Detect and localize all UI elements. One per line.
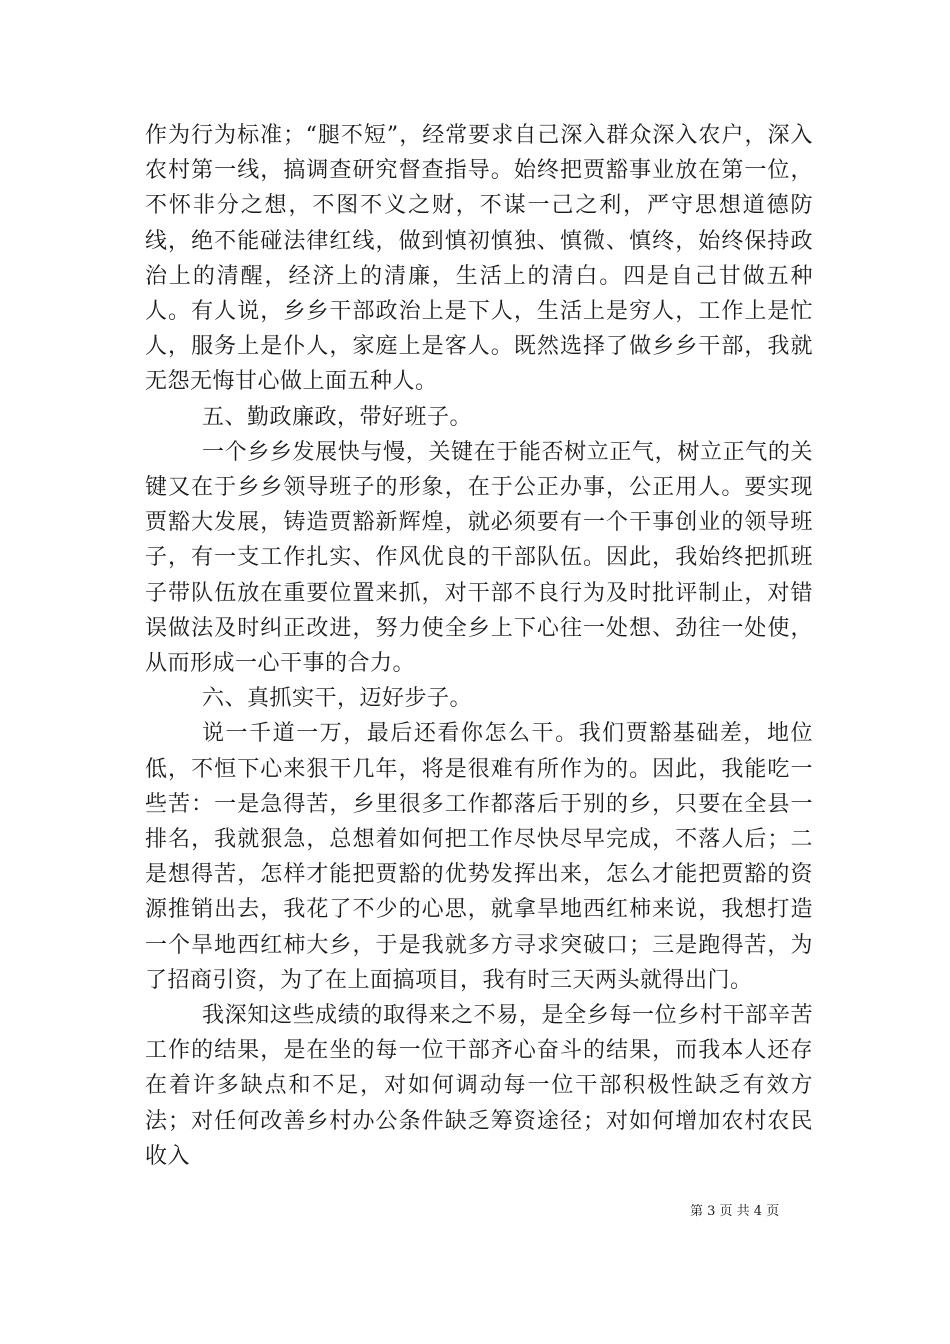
page-number: 第 3 页 共 4 页 xyxy=(690,1204,780,1219)
body-text xyxy=(145,118,813,1174)
section-heading-six: 六、真抓实干，迈好步子。 xyxy=(202,686,473,712)
paragraph-continuation: 作为行为标准；“腿不短”，经常要求自己深入群众深入农户，深入农村第一线，搞调查研究督查指导。始终把贾豁事业放在第一位，不怀非分之想，不图不义之财，不谋一己之利，严守思想道德防线，绝不能碰法律红线，做到慎初慎独、慎微、慎终，始终保持政治上的清醒，经济上的清廉，生活上的清白。四是自己甘做五种人。有人说，乡乡干部政治上是下人，生活上是穷人，工作上是忙人，服务上是仆人，家庭上是客人。既然选择了做乡乡干部，我就无怨无悔甘心做上面五种人。 xyxy=(145,123,813,395)
paragraph-hard-work: 说一千道一万，最后还看你怎么干。我们贾豁基础差，地位低，不恒下心来狠干几年，将是很难有所作为的。因此，我能吃一些苦：一是急得苦，乡里很多工作都落后于别的乡，只要在全县一排名，我就狠急，总想着如何把工作尽快尽早完成，不落人后；二是想得苦，怎样才能把贾豁的优势发挥出来，怎么才能把贾豁的资源推销出去，我花了不少的心思，就拿旱地西红柿来说，我想打造一个旱地西红柿大乡，于是我就多方寻求突破口；三是跑得苦，为了招商引资，为了在上面搞项目，我有时三天两头就得出门。 xyxy=(145,721,813,993)
section-heading-five: 五、勤政廉政，带好班子。 xyxy=(202,404,473,430)
paragraph-team-leadership: 一个乡乡发展快与慢，关键在于能否树立正气，树立正气的关键又在于乡乡领导班子的形象，在于公正办事，公正用人。要实现贾豁大发展，铸造贾豁新辉煌，就必须要有一个干事创业的领导班子，有一支工作扎实、作风优良的干部队伍。因此，我始终把抓班子带队伍放在重要位置来抓，对干部不良行为及时批评制止，对错误做法及时纠正改进，努力使全乡上下心往一处想、劲往一处使，从而形成一心干事的合力。 xyxy=(145,439,813,677)
paragraph-shortcomings: 我深知这些成绩的取得来之不易，是全乡每一位乡村干部辛苦工作的结果，是在坐的每一位干部齐心奋斗的结果，而我本人还存在着许多缺点和不足，对如何调动每一位干部积极性缺乏有效方法；对任何改善乡村办公条件缺乏筹资途径；对如何增加农村农民收入 xyxy=(145,1003,813,1169)
